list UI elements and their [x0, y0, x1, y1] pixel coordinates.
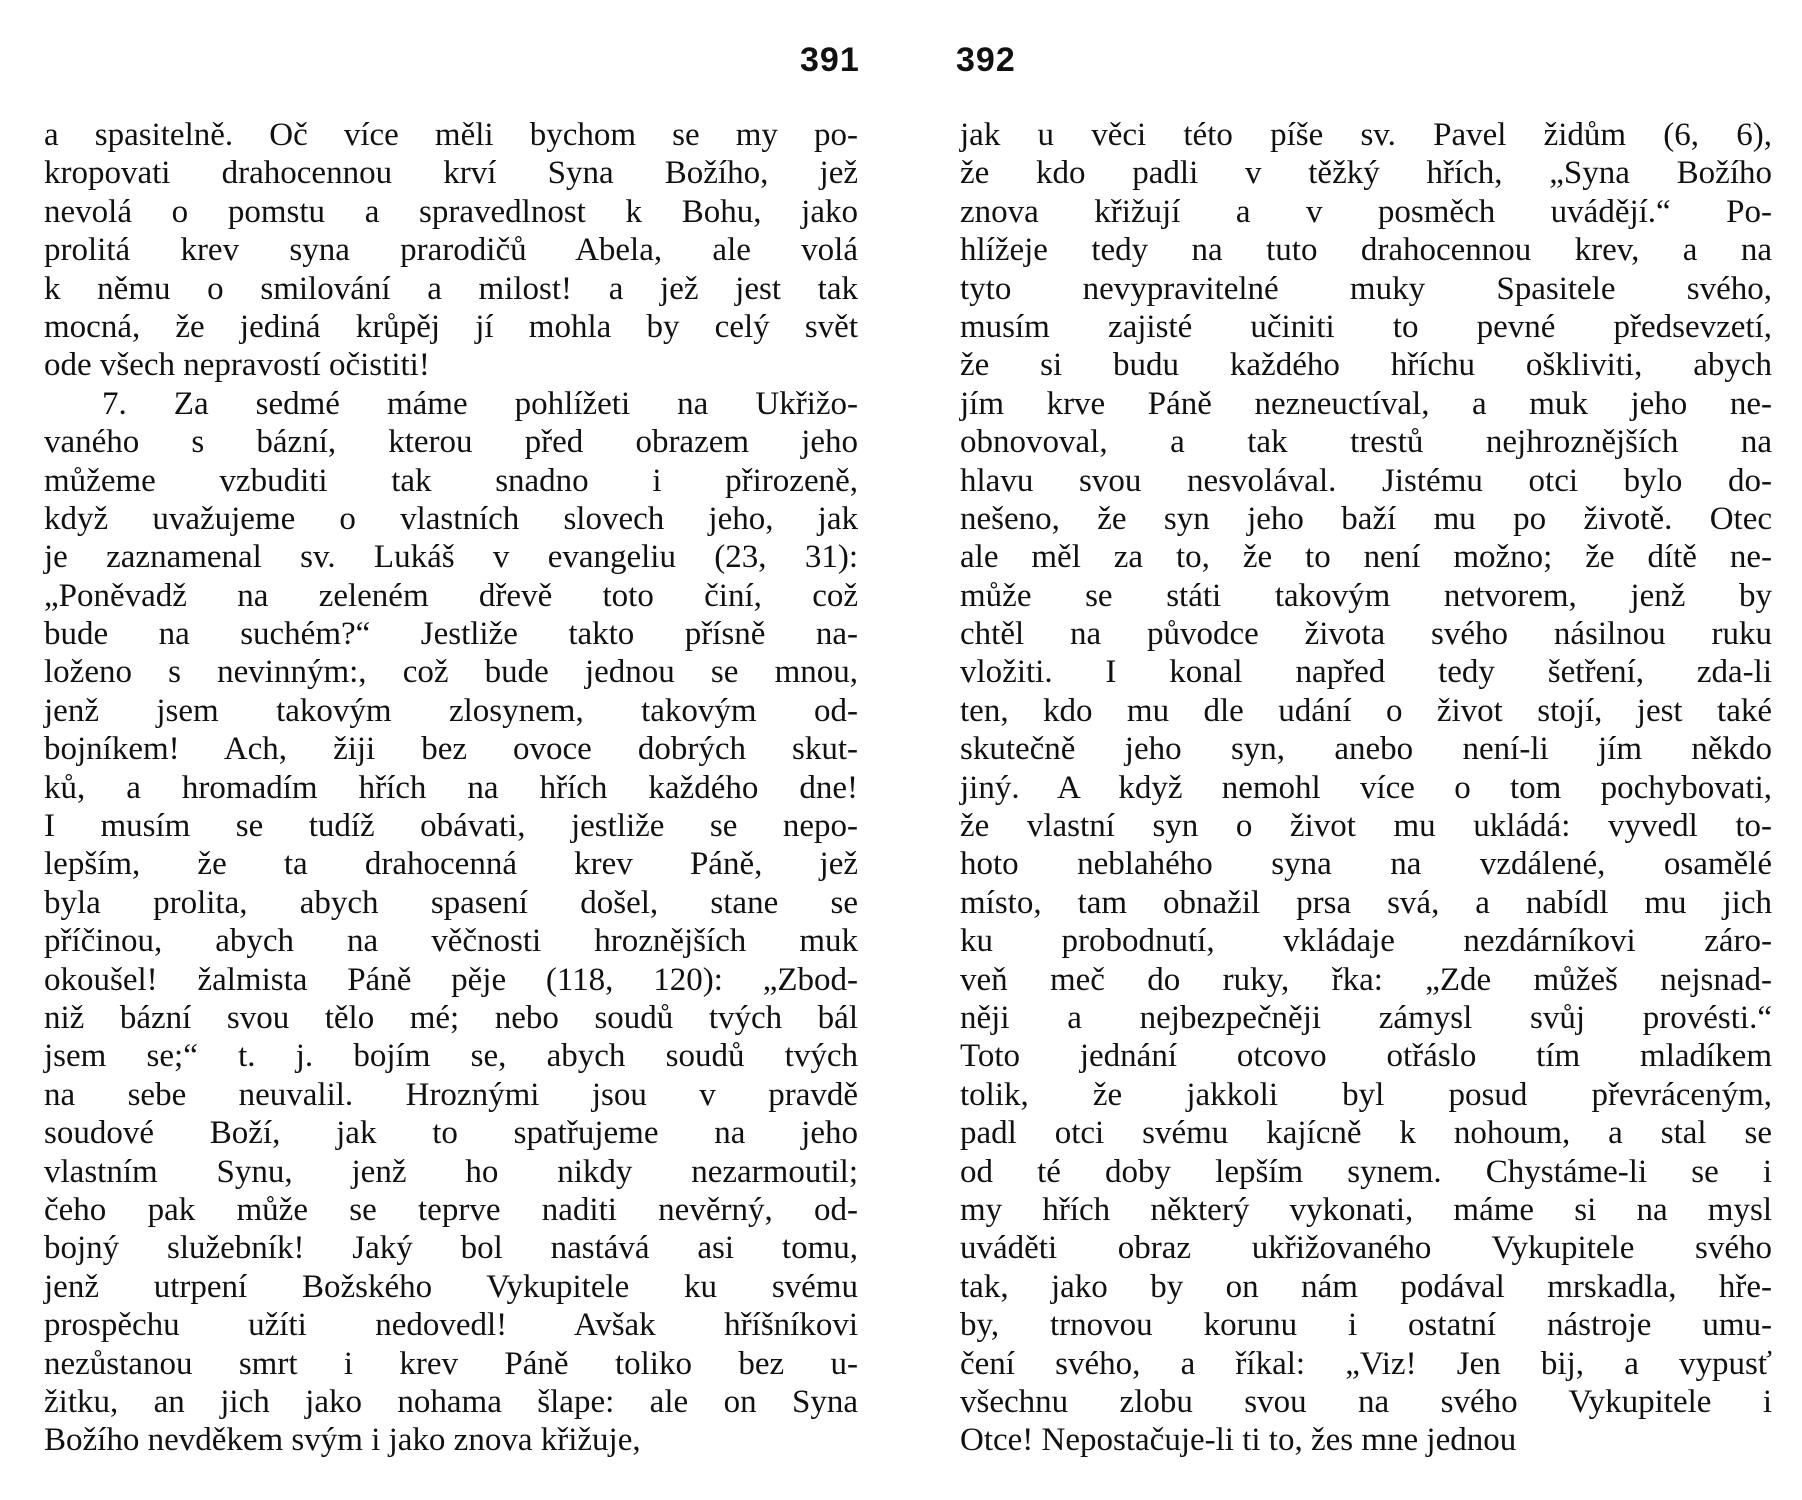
- text-line: bude na suchém?“ Jestliže takto přísně na-: [44, 616, 858, 653]
- text-line: tyto nevypravitelné muky Spasitele svého,: [960, 270, 1772, 307]
- text-line: jenž jsem takovým zlosynem, takovým od-: [44, 692, 858, 729]
- text-line: čeho pak může se teprve naditi nevěrný, od-: [44, 1191, 858, 1228]
- text-line: od té doby lepším synem. Chystáme-li se i: [960, 1153, 1772, 1190]
- text-line: soudové Boží, jak to spatřujeme na jeho: [44, 1115, 858, 1152]
- text-line: můžeme vzbuditi tak snadno i přirozeně,: [44, 462, 858, 499]
- text-line: vlastním Synu, jenž ho nikdy nezarmoutil;: [44, 1153, 858, 1190]
- text-line: ode všech nepravostí očistiti!: [44, 347, 430, 384]
- text-line: a spasitelně. Oč více měli bychom se my po-: [44, 117, 858, 153]
- text-line: vaného s bázní, kterou před obrazem jeho: [44, 424, 858, 461]
- text-line: obnovoval, a tak trestů nejhroznějších na: [960, 424, 1772, 461]
- text-line: nešeno, že syn jeho baží mu po životě. Otec: [960, 500, 1772, 537]
- text-line: ku probodnutí, vkládaje nezdárníkovi záro-: [960, 923, 1772, 960]
- text-line: chtěl na původce života svého násilnou ruku: [960, 616, 1772, 653]
- text-line: všechnu zlobu svou na svého Vykupitele i: [960, 1383, 1772, 1420]
- text-line: žitku, an jich jako nohama šlape: ale on Syna: [44, 1383, 858, 1420]
- text-line: Božího nevděkem svým i jako znova křižuje,: [44, 1422, 641, 1459]
- text-line: na sebe neuvalil. Hroznými jsou v pravdě: [44, 1076, 858, 1113]
- text-line: příčinou, abych na věčnosti hroznějších muk: [44, 923, 858, 960]
- text-line: 7. Za sedmé máme pohlížeti na Ukřižo-: [102, 385, 858, 422]
- text-line: může se státi takovým netvorem, jenž by: [960, 577, 1772, 614]
- text-line: ků, a hromadím hřích na hřích každého dne!: [44, 769, 858, 806]
- text-line: musím zajisté učiniti to pevné předsevzetí,: [960, 308, 1772, 345]
- text-line: loženo s nevinným:, což bude jednou se mnou,: [44, 654, 858, 691]
- text-line: jiný. A když nemohl více o tom pochybovati,: [960, 769, 1772, 806]
- text-line: bojný služebník! Jaký bol nastává asi tomu,: [44, 1230, 858, 1267]
- text-line: veň meč do ruky, řka: „Zde můžeš nejsnad-: [960, 961, 1772, 998]
- text-line: okoušel! žalmista Páně pěje (118, 120): „Zbod-: [44, 961, 858, 998]
- text-line: by, trnovou korunu i ostatní nástroje umu-: [960, 1307, 1772, 1344]
- text-line: vložiti. I konal napřed tedy šetření, zda-li: [960, 654, 1772, 691]
- text-line: uváděti obraz ukřižovaného Vykupitele svého: [960, 1230, 1772, 1267]
- text-line: místo, tam obnažil prsa svá, a nabídl mu jich: [960, 884, 1772, 921]
- text-line: Otce! Nepostačuje-li ti to, žes mne jednou: [960, 1422, 1517, 1459]
- text-line: čení svého, a říkal: „Viz! Jen bij, a vypusť: [960, 1345, 1772, 1382]
- text-line: něji a nejbezpečněji zámysl svůj provésti.“: [960, 999, 1772, 1036]
- page-number-left: 391: [800, 41, 860, 79]
- right-page-text: [960, 116, 1772, 1460]
- text-line: jenž utrpení Božského Vykupitele ku svému: [44, 1268, 858, 1305]
- page-number-right: 392: [956, 41, 1016, 79]
- text-line: hlavu svou nesvolával. Jistému otci bylo do-: [960, 462, 1772, 499]
- text-line: „Poněvadž na zeleném dřevě toto činí, což: [44, 577, 858, 614]
- text-line: je zaznamenal sv. Lukáš v evangeliu (23, 31):: [44, 539, 858, 576]
- text-line: jsem se;“ t. j. bojím se, abych soudů tvých: [44, 1038, 858, 1075]
- text-line: že kdo padli v těžký hřích, „Syna Božího: [960, 155, 1772, 192]
- text-line: hlížeje tedy na tuto drahocennou krev, a na: [960, 232, 1772, 269]
- text-line: skutečně jeho syn, anebo není-li jím někdo: [960, 731, 1772, 768]
- text-line: když uvažujeme o vlastních slovech jeho, jak: [44, 500, 858, 537]
- text-line: že si budu každého hříchu oškliviti, abych: [960, 347, 1772, 384]
- text-line: my hřích některý vykonati, máme si na mysl: [960, 1191, 1772, 1228]
- text-line: lepším, že ta drahocenná krev Páně, jež: [44, 846, 858, 883]
- text-line: znova křižují a v posměch uvádějí.“ Po-: [960, 193, 1772, 230]
- text-line: bojníkem! Ach, žiji bez ovoce dobrých skut-: [44, 731, 858, 768]
- text-line: tak, jako by on nám podával mrskadla, hře-: [960, 1268, 1772, 1305]
- text-line: jím krve Páně nezneuctíval, a muk jeho ne-: [960, 385, 1772, 422]
- text-line: ten, kdo mu dle udání o život stojí, jest také: [960, 692, 1772, 729]
- text-line: niž bázní svou tělo mé; nebo soudů tvých bál: [44, 999, 858, 1036]
- text-line: hoto neblahého syna na vzdálené, osamělé: [960, 846, 1772, 883]
- text-line: k němu o smilování a milost! a jež jest tak: [44, 270, 858, 307]
- text-line: nezůstanou smrt i krev Páně toliko bez u-: [44, 1345, 858, 1382]
- left-page-text: [44, 116, 858, 1460]
- text-line: mocná, že jediná krůpěj jí mohla by celý svět: [44, 308, 858, 345]
- text-line: nevolá o pomstu a spravedlnost k Bohu, jako: [44, 193, 858, 230]
- text-line: tolik, že jakkoli byl posud převráceným,: [960, 1076, 1772, 1113]
- text-line: I musím se tudíž obávati, jestliže se nepo-: [44, 808, 858, 845]
- text-line: padl otci svému kajícně k nohoum, a stal se: [960, 1115, 1772, 1152]
- text-line: Toto jednání otcovo otřáslo tím mladíkem: [960, 1038, 1772, 1075]
- text-line: ale měl za to, že to není možno; že dítě ne-: [960, 539, 1772, 576]
- text-line: kropovati drahocennou krví Syna Božího, jež: [44, 155, 858, 192]
- text-line: že vlastní syn o život mu ukládá: vyvedl to-: [960, 808, 1772, 845]
- text-line: prolitá krev syna prarodičů Abela, ale volá: [44, 232, 858, 269]
- text-line: byla prolita, abych spasení došel, stane se: [44, 884, 858, 921]
- text-line: prospěchu užíti nedovedl! Avšak hříšníkovi: [44, 1307, 858, 1344]
- text-line: jak u věci této píše sv. Pavel židům (6, 6),: [960, 117, 1772, 153]
